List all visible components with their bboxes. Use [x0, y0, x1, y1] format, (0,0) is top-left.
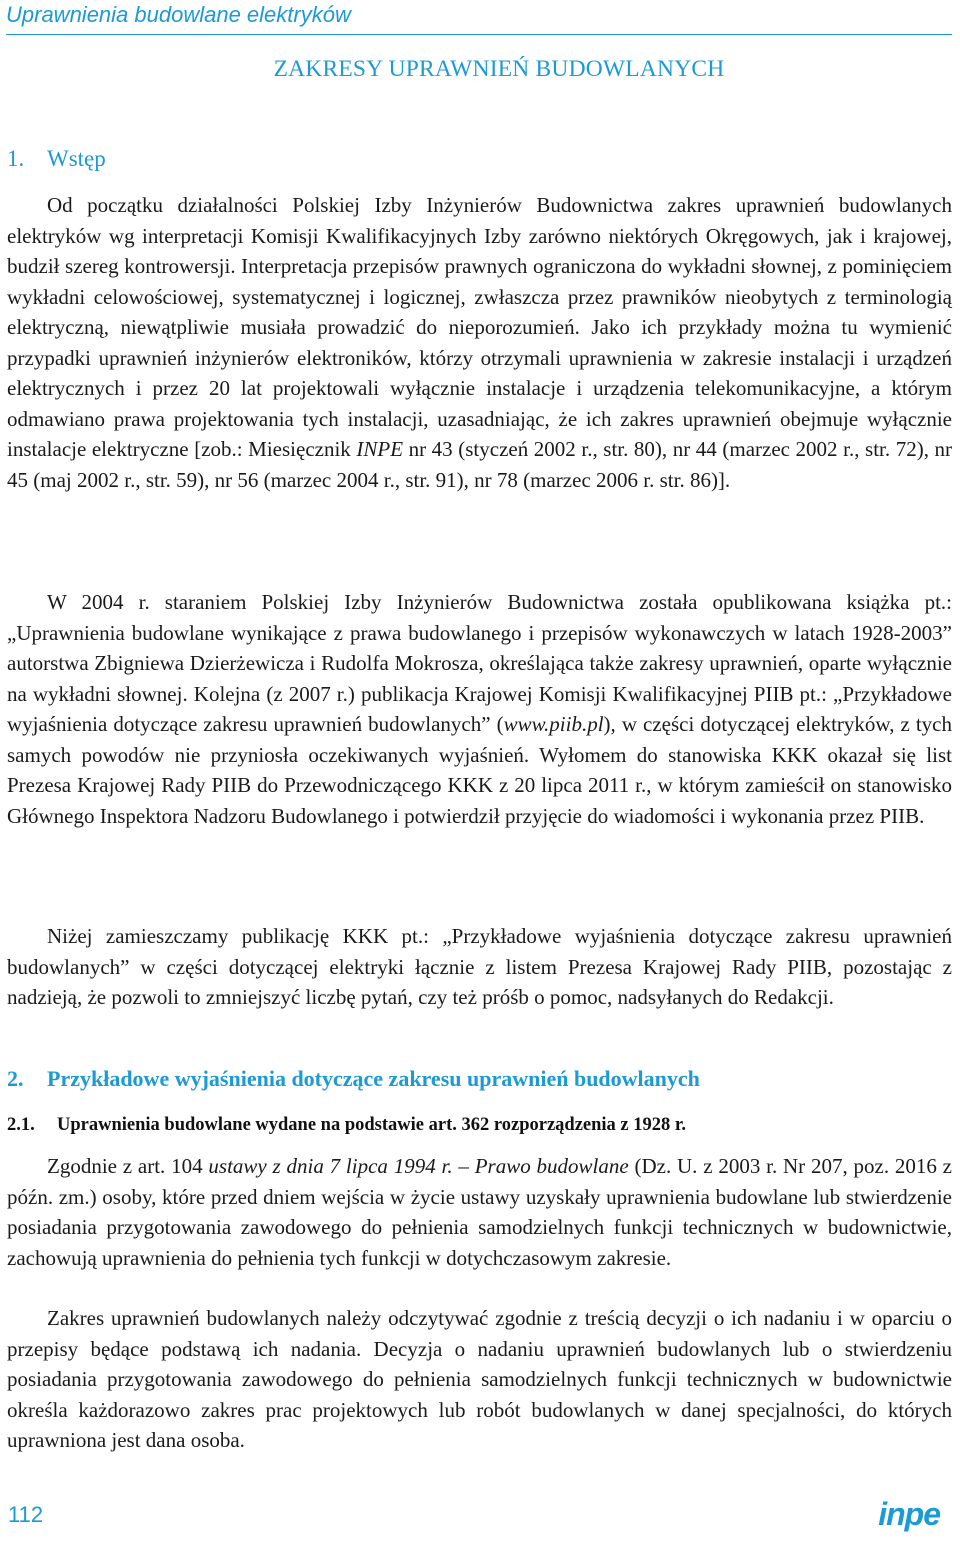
section-2-heading: [7, 1066, 700, 1092]
paragraph-2-text-b: ), w części dotyczącej elektryków, z tych samych powodów nie przyniosła oczekiwanych wyjaśnień. Wyłomem do stanowiska KKK okazał się list Prezesa Krajowej Rady PIIB do Przewodniczącego KKK z 20 lipca 2011 r., w którym zamieścił on stanowisko Głównego Inspektora Nadzoru Budowlanego i potwierdził przyjęcie do wiadomości i wykonania przez PIIB.: [7, 712, 952, 828]
section-2-number: 2.: [7, 1066, 24, 1091]
paragraph-3: [7, 921, 952, 1013]
section-2-1-heading: [7, 1115, 686, 1136]
paragraph-4: [7, 1151, 952, 1273]
paragraph-1-journal-name: INPE: [356, 437, 404, 461]
paragraph-3-text: Niżej zamieszczamy publikację KKK pt.: „Przykładowe wyjaśnienia dotyczące zakresu uprawnień budowlanych” w części dotyczącej elektryki łącznie z listem Prezesa Krajowej Rady PIIB, pozostając z nadzieją, że pozwoli to zmniejszyć liczbę pytań, czy też próśb o pomoc, nadsyłanych do Redakcji.: [7, 924, 952, 1009]
paragraph-2-url: www.piib.pl: [503, 712, 604, 736]
paragraph-4-text-a: Zgodnie z art. 104: [47, 1154, 209, 1178]
paragraph-1-text-b: nr 43 (styczeń 2002 r., str. 80), nr 44 (marzec 2002 r., str. 72), nr 45 (maj 2002 r., str. 59), nr 56 (marzec 2004 r., str. 91), nr 78 (marzec 2006 r. str. 86)].: [7, 437, 953, 492]
page-title: ZAKRESY UPRAWNIEŃ BUDOWLANYCH: [273, 56, 725, 82]
paragraph-1: [7, 190, 952, 495]
inpe-logo: inpe: [878, 1496, 940, 1532]
section-1-number: 1.: [7, 146, 25, 171]
paragraph-2-text-a: W 2004 r. staraniem Polskiej Izby Inżynierów Budownictwa została opublikowana książka pt.: „Uprawnienia budowlane wynikające z prawa budowlanego i przepisów wykonawczych w latach 1928-2003” autorstwa Zbigniewa Dzierżewicza i Rudolfa Mokrosza, określająca także zakresy uprawnień, oparte wyłącznie na wykładni słownej. Kolejna (z 2007 r.) publikacja Krajowej Komisji Kwalifikacyjnej PIIB pt.: „Przykładowe wyjaśnienia dotyczące zakresu uprawnień budowlanych” (: [7, 590, 952, 736]
paragraph-5-text: Zakres uprawnień budowlanych należy odczytywać zgodnie z treścią decyzji o ich nadaniu i w oparciu o przepisy będące podstawą ich nadania. Decyzja o nadaniu uprawnień budowlanych lub o stwierdzeniu posiadania przygotowania zawodowego do pełnienia samodzielnych funkcji technicznych w budownictwie określa każdorazowo zakres prac projektowych lub robót budowlanych w danej specjalności, do których uprawniona jest dana osoba.: [7, 1306, 952, 1452]
paragraph-4-text-b: (Dz. U. z 2003 r. Nr 207, poz. 2016 z późn. zm.) osoby, które przed dniem wejścia w życie ustawy uzyskały uprawnienia budowlane lub stwierdzenie posiadania przygotowania zawodowego do pełnienia samodzielnych funkcji technicznych w budownictwie, zachowują uprawnienia do pełnienia tych funkcji w dotychczasowym zakresie.: [7, 1154, 952, 1270]
section-2-1-title: Uprawnienia budowlane wydane na podstawie art. 362 rozporządzenia z 1928 r.: [57, 1115, 687, 1135]
paragraph-4-law-title: ustawy z dnia 7 lipca 1994 r. – Prawo budowlane: [208, 1154, 629, 1178]
paragraph-1-text-a: Od początku działalności Polskiej Izby Inżynierów Budownictwa zakres uprawnień budowlanych elektryków wg interpretacji Komisji Kwalifikacyjnych Izby zarówno niektórych Okręgowych, jak i krajowej, budził szereg kontrowersji. Interpretacja przepisów prawnych ograniczona do wykładni słownej, z pominięciem wykładni celowościowej, systematycznej i logicznej, zwłaszcza przez prawników nieobytych z terminologią elektryczną, niewątpliwie musiała prowadzić do nieporozumień. Jako ich przykłady można tu wymienić przypadki uprawnień inżynierów elektroników, którzy otrzymali uprawnienia w zakresie instalacji i urządzeń elektrycznych i przez 20 lat projektowali wyłącznie instalacje i urządzenia telekomunikacyjne, a którym odmawiano prawa projektowania tych instalacji, uzasadniając, że ich zakres uprawnień obejmuje wyłącznie instalacje elektryczne [zob.: Miesięcznik: [7, 193, 952, 461]
running-header: Uprawnienia budowlane elektryków: [6, 2, 351, 27]
header-rule: [6, 34, 952, 35]
page-number: 112: [8, 1502, 44, 1527]
section-1-title: Wstęp: [47, 146, 106, 171]
paragraph-2: [7, 587, 952, 831]
section-2-1-number: 2.1.: [7, 1115, 35, 1135]
section-2-title: Przykładowe wyjaśnienia dotyczące zakresu uprawnień budowlanych: [47, 1066, 700, 1091]
section-1-heading: [7, 146, 106, 172]
paragraph-5: [7, 1303, 952, 1456]
